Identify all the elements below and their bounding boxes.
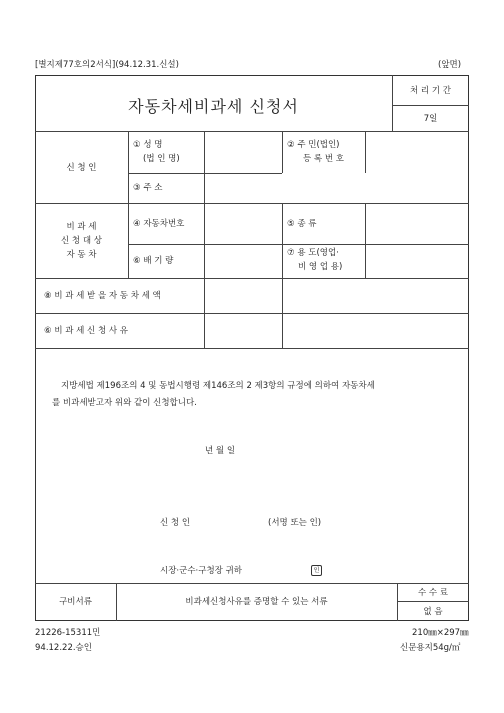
tax-amount-label: ⑧ 비 과 세 받 을 자 동 차 세 액	[44, 291, 161, 301]
vehicle-number-field[interactable]	[205, 204, 281, 243]
usage-label: ⑦ 용 도(영업·	[287, 248, 339, 258]
name-label: ① 성 명	[133, 140, 163, 150]
documents-label: 구비서류	[59, 597, 92, 607]
vehicle-type-field[interactable]	[366, 204, 468, 243]
seal-stamp: 인	[311, 565, 322, 576]
resident-number-label: ② 주 민(법인)	[287, 140, 340, 150]
fee-label: 수 수 료	[417, 588, 449, 598]
form-title: 자동차세비과세 신청서	[128, 97, 299, 116]
displacement-field[interactable]	[205, 245, 281, 277]
statement-line-2: 를 비과세받고자 위와 같이 신청합니다.	[52, 398, 197, 408]
vehicle-section-label-2: 신 청 대 상	[61, 236, 102, 246]
date-line: 년 월 일	[205, 446, 236, 456]
recipient-line: 시장·군수·구청장 귀하	[160, 566, 243, 576]
form-number: [별지제77호의2서식](94.12.31.신설)	[35, 60, 179, 70]
statement-line-1: 지방세법 제196조의 4 및 동법시행령 제146조의 2 제3항의 규정에 의하여 자동차세	[61, 381, 375, 391]
signature-note: (서명 또는 인)	[268, 518, 322, 528]
documents-value: 비과세신청사유를 증명할 수 있는 서류	[185, 597, 328, 607]
usage-label-2: 비 영 업 용)	[298, 262, 343, 272]
paper-size: 210㎜×297㎜	[412, 628, 469, 638]
signer-label: 신 청 인	[160, 518, 191, 528]
tax-amount-field[interactable]	[205, 279, 468, 312]
fee-value: 없 음	[423, 607, 443, 617]
name-field[interactable]	[205, 132, 281, 172]
processing-period-label: 처 리 기 간	[410, 86, 451, 96]
vehicle-number-label: ④ 자동차번호	[133, 219, 185, 229]
page-side: (앞면)	[438, 60, 462, 70]
vehicle-type-label: ⑤ 종 류	[287, 219, 317, 229]
reason-field[interactable]	[205, 314, 468, 347]
address-label: ③ 주 소	[133, 183, 163, 193]
applicant-section-label: 신 청 인	[66, 163, 97, 173]
vehicle-section-label-1: 비 과 세	[66, 222, 97, 232]
paper-type: 신문용지54g/㎡	[400, 643, 461, 653]
address-field[interactable]	[205, 174, 468, 202]
approval-date: 94.12.22.승인	[35, 643, 92, 653]
form-code: 21226-15311민	[35, 628, 101, 638]
usage-field[interactable]	[366, 245, 468, 277]
processing-period-value: 7일	[423, 114, 438, 124]
displacement-label: ⑥ 배 기 량	[133, 256, 174, 266]
vehicle-section-label-3: 자 동 차	[66, 250, 97, 260]
reason-label: ⑥ 비 과 세 신 청 사 유	[44, 326, 129, 336]
corp-name-label: (법 인 명)	[143, 154, 180, 164]
registration-number-field[interactable]	[366, 132, 468, 172]
registration-number-label: 등 록 번 호	[303, 154, 344, 164]
